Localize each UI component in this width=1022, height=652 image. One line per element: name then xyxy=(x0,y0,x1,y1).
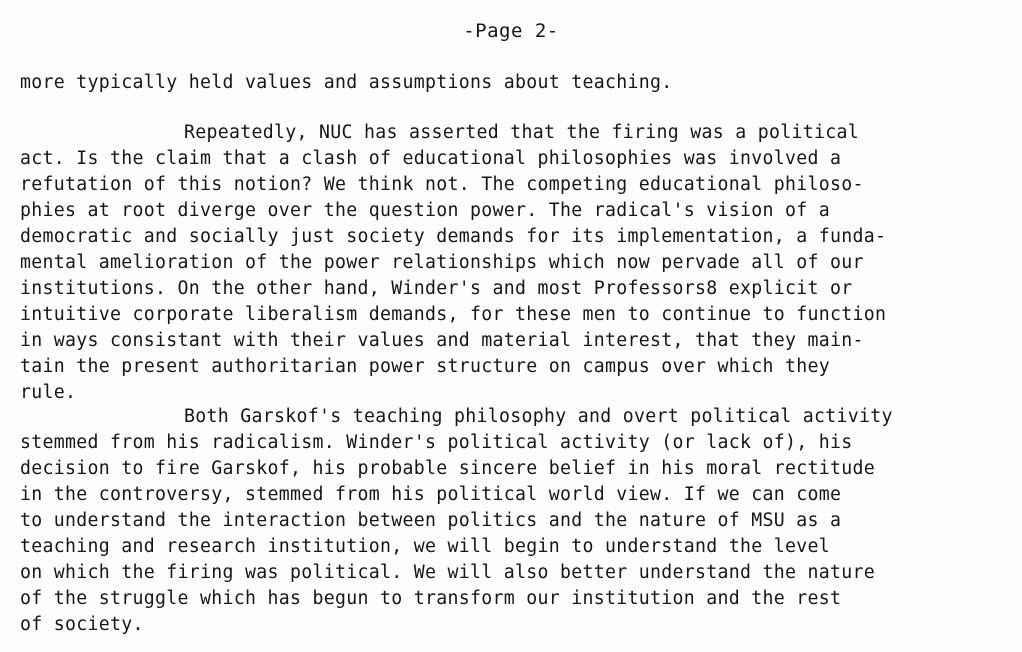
page-header: -Page 2- xyxy=(463,20,559,42)
text-line: of the struggle which has begun to transform our institution and the rest xyxy=(20,588,842,609)
text-line: tain the present authoritarian power structure on campus over which they xyxy=(20,356,830,377)
text-line: democratic and socially just society demands for its implementation, a funda- xyxy=(20,226,887,247)
text-line: to understand the interaction between politics and the nature of MSU as a xyxy=(20,510,842,531)
text-line: Repeatedly, NUC has asserted that the firing was a political xyxy=(184,122,859,143)
text-line: in ways consistant with their values and material interest, that they main- xyxy=(20,330,864,351)
text-line: teaching and research institution, we will begin to understand the level xyxy=(20,536,830,557)
text-line: stemmed from his radicalism. Winder's political activity (or lack of), his xyxy=(20,432,853,453)
text-line: mental amelioration of the power relationships which now pervade all of our xyxy=(20,252,864,273)
text-line: Both Garskof's teaching philosophy and overt political activity xyxy=(184,406,893,427)
text-line: decision to fire Garskof, his probable sincere belief in his moral rectitude xyxy=(20,458,875,479)
text-line: institutions. On the other hand, Winder's and most Professors8 explicit or xyxy=(20,278,853,299)
text-line: rule. xyxy=(20,382,77,403)
text-line: refutation of this notion? We think not. The competing educational philoso- xyxy=(20,174,864,195)
text-line: phies at root diverge over the question power. The radical's vision of a xyxy=(20,200,830,221)
text-line: act. Is the claim that a clash of educational philosophies was involved a xyxy=(20,148,842,169)
text-line: intuitive corporate liberalism demands, for these men to continue to function xyxy=(20,304,887,325)
text-line: more typically held values and assumptions about teaching. xyxy=(20,72,673,93)
text-line: on which the firing was political. We will also better understand the nature xyxy=(20,562,875,583)
text-line: in the controversy, stemmed from his political world view. If we can come xyxy=(20,484,842,505)
text-line: of society. xyxy=(20,614,144,635)
